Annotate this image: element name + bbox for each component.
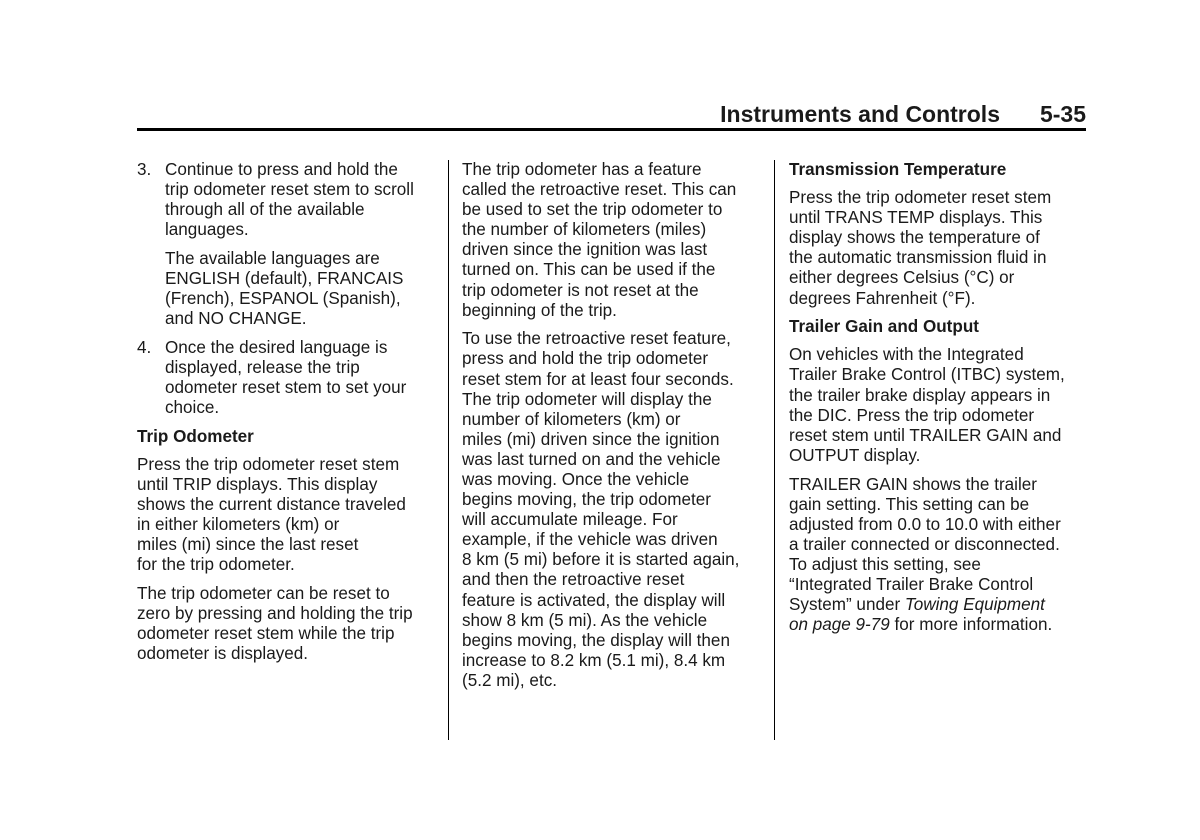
text-line: beginning of the trip. — [462, 300, 617, 320]
text-line: either degrees Celsius (°C) or — [789, 268, 1015, 288]
text-line: To adjust this setting, see — [789, 554, 981, 574]
list-item-4 — [137, 338, 442, 418]
text-line: zero by pressing and holding the trip — [137, 604, 413, 624]
text-line: feature is activated, the display will — [462, 590, 726, 610]
paragraph — [462, 160, 768, 321]
text-line: the number of kilometers (miles) — [462, 220, 707, 240]
text-line: odometer is displayed. — [137, 644, 309, 664]
text-line: languages. — [165, 220, 249, 240]
list-item-text — [165, 160, 442, 240]
text-line: through all of the available — [165, 200, 365, 220]
text-line: “Integrated Trailer Brake Control — [789, 574, 1034, 594]
text-line: Once the desired language is — [165, 337, 388, 357]
text-line: ENGLISH (default), FRANCAIS — [165, 269, 404, 289]
text-line: choice. — [165, 398, 220, 418]
text-line: for the trip odometer. — [137, 555, 295, 575]
column-divider — [774, 160, 775, 740]
list-number: 3. — [137, 160, 152, 179]
text-line: trip odometer reset stem to scroll — [165, 180, 414, 200]
text-line: display shows the temperature of — [789, 228, 1040, 248]
text-line: 8 km (5 mi) before it is started again, — [462, 550, 740, 570]
text-line: miles (mi) since the last reset — [137, 535, 359, 555]
text-line: a trailer connected or disconnected. — [789, 534, 1060, 554]
text-line: press and hold the trip odometer — [462, 349, 709, 369]
text-line: (5.2 mi), etc. — [462, 670, 557, 690]
list-number: 4. — [137, 337, 152, 357]
paragraph — [789, 475, 1089, 636]
page-header — [137, 99, 1086, 129]
text-line: was last turned on and the vehicle — [462, 449, 721, 469]
text-line: number of kilometers (km) or — [462, 409, 681, 429]
text-line: On vehicles with the Integrated — [789, 345, 1024, 365]
text-line: Press the trip odometer reset stem — [789, 188, 1052, 208]
cross-reference-link[interactable]: Towing Equipment — [904, 595, 1045, 615]
paragraph — [789, 345, 1089, 466]
text-line: To use the retroactive reset feature, — [462, 329, 731, 349]
text-line: in either kilometers (km) or — [137, 515, 340, 535]
text-line: odometer reset stem to set your — [165, 378, 407, 398]
text-line: for more information. — [889, 615, 1053, 635]
text-line: until TRANS TEMP displays. This — [789, 208, 1043, 228]
heading-trailer-gain: Trailer Gain and Output — [789, 317, 979, 337]
text-line: odometer reset stem while the trip — [137, 624, 395, 644]
text-line: the automatic transmission fluid in — [789, 248, 1047, 268]
column-divider — [448, 160, 449, 740]
text-line: The trip odometer can be reset to — [137, 584, 390, 604]
text-line: trip odometer is not reset at the — [462, 280, 699, 300]
text-line: miles (mi) driven since the ignition — [462, 429, 720, 449]
text-line: shows the current distance traveled — [137, 495, 406, 515]
text-line: the DIC. Press the trip odometer — [789, 405, 1035, 425]
list-item-subparagraph — [165, 249, 442, 329]
text-line: was moving. Once the vehicle — [462, 470, 690, 489]
text-line: will accumulate mileage. For — [462, 510, 678, 530]
text-line: The trip odometer will display the — [462, 389, 712, 409]
text-line: and NO CHANGE. — [165, 309, 307, 329]
text-line: Press the trip odometer reset stem — [137, 455, 400, 474]
paragraph — [137, 455, 442, 576]
text-line: adjusted from 0.0 to 10.0 with either — [789, 514, 1061, 534]
paragraph — [789, 188, 1089, 309]
text-line: gain setting. This setting can be — [789, 494, 1030, 514]
text-line: begins moving, the display will then — [462, 630, 730, 650]
text-line: displayed, release the trip — [165, 358, 360, 378]
text-line: Continue to press and hold the — [165, 160, 398, 179]
text-line: degrees Fahrenheit (°F). — [789, 288, 976, 308]
page-number: 5-35 — [1039, 101, 1086, 127]
text-line: Trailer Brake Control (ITBC) system, — [789, 365, 1065, 385]
text-line: begins moving, the trip odometer — [462, 490, 711, 510]
text-line: and then the retroactive reset — [462, 570, 685, 590]
text-line: reset stem for at least four seconds. — [462, 369, 734, 389]
cross-reference-page[interactable]: on page 9-79 — [789, 615, 890, 635]
text-line: System” under — [789, 595, 905, 615]
column-2 — [462, 160, 768, 700]
text-line: example, if the vehicle was driven — [462, 530, 718, 550]
text-line: driven since the ignition was last — [462, 240, 708, 260]
text-line: turned on. This can be used if the — [462, 260, 716, 280]
text-line: show 8 km (5 mi). As the vehicle — [462, 610, 708, 630]
text-line: until TRIP displays. This display — [137, 475, 378, 495]
list-item-text — [165, 338, 442, 418]
section-title: Instruments and Controls — [720, 101, 1000, 127]
list-item-3 — [137, 160, 442, 329]
text-line: reset stem until TRAILER GAIN and — [789, 425, 1062, 445]
text-line: increase to 8.2 km (5.1 mi), 8.4 km — [462, 650, 726, 670]
column-3 — [789, 160, 1089, 644]
column-1 — [137, 160, 442, 673]
paragraph — [137, 584, 442, 664]
text-line: OUTPUT display. — [789, 445, 921, 465]
text-line: (French), ESPANOL (Spanish), — [165, 289, 401, 309]
text-line: The available languages are — [165, 248, 380, 268]
heading-transmission-temperature: Transmission Temperature — [789, 160, 1007, 179]
paragraph — [462, 329, 768, 691]
header-rule — [137, 128, 1086, 131]
text-line: the trailer brake display appears in — [789, 385, 1051, 405]
text-line: TRAILER GAIN shows the trailer — [789, 474, 1037, 494]
text-line: be used to set the trip odometer to — [462, 200, 723, 220]
text-line: The trip odometer has a feature — [462, 160, 702, 179]
text-line: called the retroactive reset. This can — [462, 180, 737, 200]
heading-trip-odometer: Trip Odometer — [137, 426, 254, 446]
